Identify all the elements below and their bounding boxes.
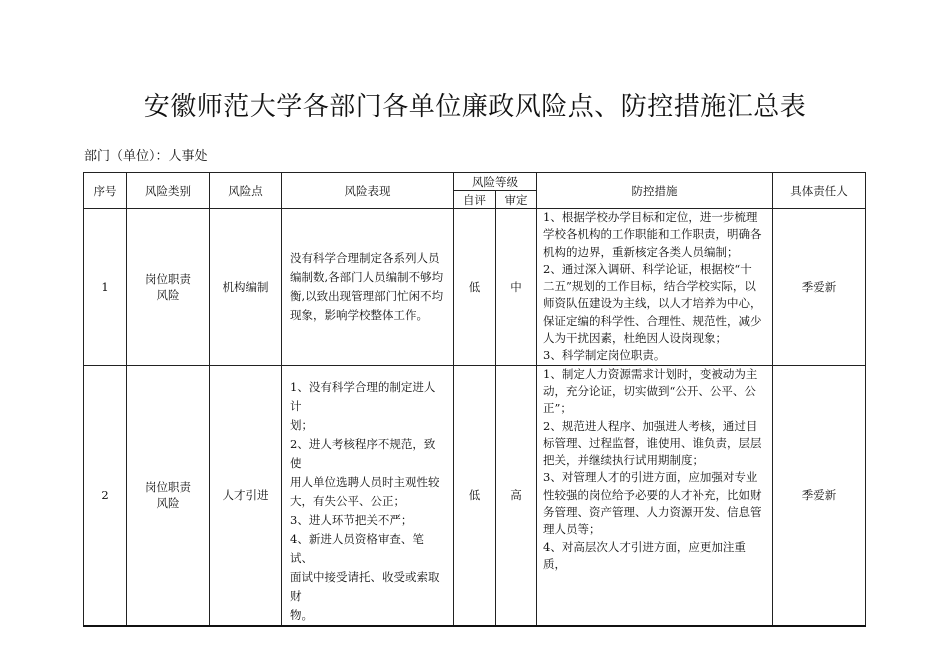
behavior-line: 4、新进人员资格审查、笔试、 [290, 531, 424, 565]
behavior-line: 面试中接受请托、收受或索取财 [290, 569, 440, 603]
header-responsible: 具体责任人 [773, 173, 866, 209]
header-level: 风险等级 [454, 173, 537, 191]
behavior-line: 用人单位选聘人员时主观性较 [290, 474, 440, 489]
table-row [84, 209, 866, 366]
department-line: 部门（单位）：人事处 [84, 149, 208, 164]
behavior-line: 编制数,各部门人员编制不够均 [290, 269, 444, 284]
measure-line: 3、对管理人才的引进方面，应加强对专业 [543, 470, 758, 485]
measure-line: 3、科学制定岗位职责。 [543, 348, 666, 363]
header-review: 审定 [496, 191, 537, 209]
behavior-line: 物。 [290, 607, 313, 622]
measure-line: 保证定编的科学性、合理性、规范性，减少 [543, 313, 762, 328]
row-self-eval: 低 [454, 209, 496, 366]
row-measures [537, 209, 773, 366]
row-review: 高 [496, 365, 537, 626]
header-measures: 防控措施 [537, 173, 773, 209]
measure-line: 2、通过深入调研、科学论证，根据校“十 [543, 261, 752, 276]
measure-line: 1、制定人力资源需求计划时，变被动为主 [543, 366, 758, 381]
category-line: 风险 [156, 496, 180, 511]
row-no: 2 [84, 365, 127, 626]
row-risk-behavior [282, 365, 454, 626]
category-line: 风险 [156, 287, 180, 302]
measure-line: 1、根据学校办学目标和定位，进一步梳理 [543, 210, 758, 224]
measure-line: 机构的边界，重新核定各类人员编制； [543, 244, 739, 259]
behavior-text [282, 378, 453, 625]
behavior-text [282, 249, 453, 325]
measure-line: 理人员等； [543, 522, 601, 537]
measure-line: 师资队伍建设为主线，以人才培养为中心， [543, 296, 762, 311]
measure-line: 动，充分论证，切实做到“公开、公平、公 [543, 383, 756, 398]
measure-line: 把关，并继续执行试用期制度； [543, 453, 704, 468]
row-no: 1 [84, 209, 127, 366]
document-title: 安徽师范大学各部门各单位廉政风险点、防控措施汇总表 [143, 92, 807, 122]
risk-summary-table [83, 172, 866, 627]
measure-line: 标管理、过程监督，谁使用、谁负责，层层 [543, 435, 762, 450]
category-line: 岗位职责 [145, 480, 191, 495]
row-category [127, 209, 210, 366]
behavior-line: 2、进人考核程序不规范，致使 [290, 436, 436, 470]
row-risk-point: 人才引进 [210, 365, 282, 626]
measure-line: 正”； [543, 401, 572, 416]
measures-text [537, 209, 772, 365]
behavior-line: 划； [290, 417, 313, 432]
measure-line: 2、规范进人程序、加强进人考核，通过目 [543, 418, 758, 433]
measures-text [537, 366, 772, 574]
row-category [127, 365, 210, 626]
measure-line: 二五”规划的工作目标，结合学校实际，以 [543, 279, 756, 294]
measure-line: 性较强的岗位给予必要的人才补充，比如财 [543, 487, 762, 502]
table-header-row [84, 173, 866, 191]
measure-line: 人为干扰因素，杜绝因人设岗现象； [543, 331, 727, 346]
table-row [84, 365, 866, 626]
header-no: 序号 [84, 173, 127, 209]
behavior-line: 3、进人环节把关不严； [290, 512, 413, 527]
row-measures [537, 365, 773, 626]
header-point: 风险点 [210, 173, 282, 209]
behavior-line: 1、没有科学合理的制定进人计 [290, 379, 436, 413]
row-review: 中 [496, 209, 537, 366]
behavior-line: 衡,以致出现管理部门忙闲不均 [290, 288, 444, 303]
behavior-line: 大，有失公平、公正； [290, 493, 405, 508]
category-line: 岗位职责 [145, 271, 191, 286]
row-responsible: 季爱新 [773, 365, 866, 626]
header-behavior: 风险表现 [282, 173, 454, 209]
header-category: 风险类别 [127, 173, 210, 209]
behavior-line: 现象，影响学校整体工作。 [290, 307, 428, 322]
behavior-line: 没有科学合理制定各系列人员 [290, 250, 440, 265]
measure-line: 务管理、资产管理、人力资源开发、信息管 [543, 505, 762, 520]
row-responsible: 季爱新 [773, 209, 866, 366]
row-risk-behavior [282, 209, 454, 366]
measure-line: 4、对高层次人才引进方面，应更加注重质， [543, 539, 746, 571]
measure-line: 学校各机构的工作职能和工作职责，明确各 [543, 227, 762, 242]
row-risk-point: 机构编制 [210, 209, 282, 366]
row-self-eval: 低 [454, 365, 496, 626]
header-self-eval: 自评 [454, 191, 496, 209]
